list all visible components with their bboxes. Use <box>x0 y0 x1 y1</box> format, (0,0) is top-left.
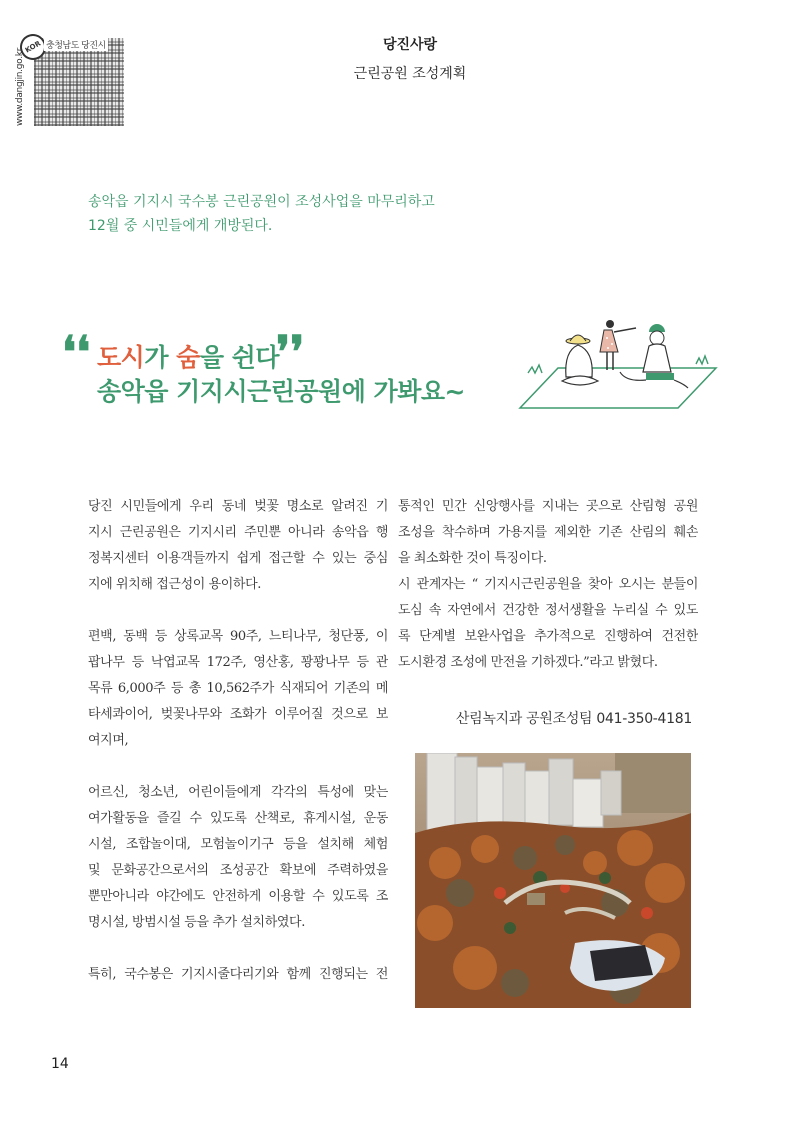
article-line: 도심 속 자연에서 건강한 정서생활을 누리실 수 있도 <box>398 603 698 618</box>
brand-badge: KOR <box>15 29 51 65</box>
headline-rest: 을 쉰다 <box>199 343 279 372</box>
article-line: 통적인 민간 신앙행사를 지내는 곳으로 산림형 공원 <box>398 499 698 514</box>
article-line: 정복지센터 이용객들까지 쉽게 접근할 수 있는 중심 <box>88 551 388 566</box>
intro-line: 12월 중 시민들에게 개방된다. <box>88 218 273 234</box>
article-line: 조성을 착수하며 가용지를 제외한 기존 산림의 훼손 <box>398 525 698 540</box>
article-line: 어르신, 청소년, 어린이들에게 각각의 특성에 맞는 <box>88 785 388 800</box>
section-subtitle: 근린공원 조성계획 <box>353 66 467 82</box>
headline-word-city: 도시 <box>97 343 145 372</box>
headline-line-2: 송악읍 기지시근린공원에 가봐요~ <box>97 377 465 406</box>
site-url[interactable]: www.dangjin.go.kr <box>15 47 25 126</box>
article-line: 도시환경 조성에 만전을 기하겠다.”라고 밝혔다. <box>398 655 658 670</box>
intro-line: 송악읍 기지시 국수봉 근린공원이 조성사업을 마무리하고 <box>88 194 435 210</box>
article-line: 및 문화공간으로서의 조성공간 확보에 주력하였을 <box>88 863 388 878</box>
article-line: 당진 시민들에게 우리 동네 벚꽃 명소로 알려진 기 <box>88 499 388 514</box>
article-line: 명시설, 방범시설 등을 추가 설치하였다. <box>88 915 305 930</box>
headline-particle: 가 <box>144 343 177 372</box>
article-line: 시설, 조합놀이대, 모험놀이기구 등을 설치해 체험 <box>88 837 388 852</box>
article-line: 목류 6,000주 등 총 10,562주가 식재되어 기존의 메 <box>88 681 388 696</box>
article-left-column <box>88 494 388 988</box>
article-line: 여가활동을 즐길 수 있도록 산책로, 휴게시설, 운동 <box>88 811 388 826</box>
article-line: 지에 위치해 접근성이 용이하다. <box>88 577 261 592</box>
article-line: 록 단계별 보완사업을 추가적으로 진행하여 건전한 <box>398 629 698 644</box>
article-line: 을 최소화한 것이 특징이다. <box>398 551 547 566</box>
paragraph-gap <box>88 754 388 780</box>
paragraph-gap <box>88 598 388 624</box>
open-quote-icon: ❛❛ <box>62 327 91 378</box>
family-picnic-illustration <box>518 318 718 413</box>
article-line: 여지며, <box>88 733 129 748</box>
paragraph-gap <box>88 936 388 962</box>
qr-code <box>34 38 124 126</box>
article-line: 시 관계자는 “ 기지시근린공원을 찾아 오시는 분들이 <box>398 577 698 592</box>
article-line: 편백, 동백 등 상록교목 90주, 느티나무, 청단풍, 이 <box>88 629 388 644</box>
brand-label: 충청남도 당진시 <box>44 38 108 51</box>
intro-text <box>88 190 468 238</box>
park-aerial-photo <box>415 753 691 1008</box>
article-line: 특히, 국수봉은 기지시줄다리기와 함께 진행되는 전 <box>88 967 388 982</box>
headline-word-breath: 숨 <box>176 343 200 372</box>
page-number: 14 <box>51 1056 69 1072</box>
article-line: 팝나무 등 낙엽교목 172주, 영산홍, 꽝꽝나무 등 관 <box>88 655 388 670</box>
article-right-column <box>398 494 698 676</box>
article-line: 뿐만아니라 야간에도 안전하게 이용할 수 있도록 조 <box>88 889 388 904</box>
article-line: 타세콰이어, 벚꽃나무와 조화가 이루어질 것으로 보 <box>88 707 388 722</box>
department-contact: 산림녹지과 공원조성팀 041-350-4181 <box>455 711 692 727</box>
section-title: 당진사랑 <box>382 37 438 53</box>
close-quote-icon: ❜❜ <box>276 327 305 378</box>
article-line: 지시 근린공원은 기지시리 주민뿐 아니라 송악읍 행 <box>88 525 388 540</box>
headline-line-1 <box>97 338 279 374</box>
